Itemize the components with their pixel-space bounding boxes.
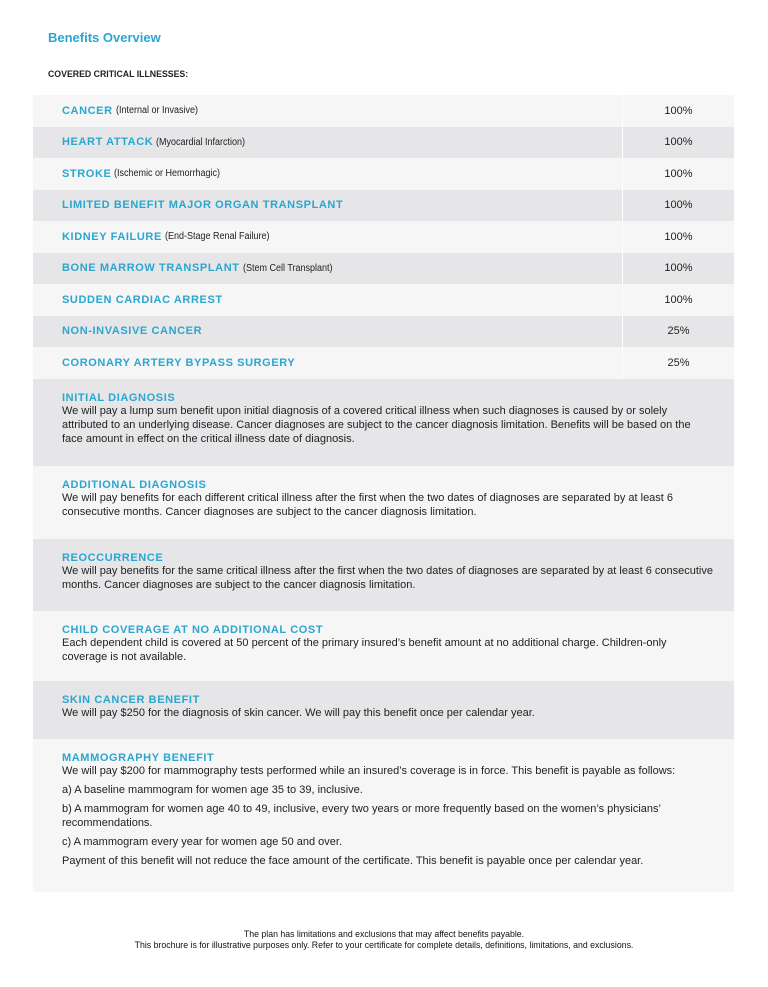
illness-detail: (Myocardial Infarction) xyxy=(156,136,246,148)
benefit-title: INITIAL DIAGNOSIS xyxy=(62,392,176,404)
illness-name: HEART ATTACK xyxy=(62,136,154,149)
benefit-title: CHILD COVERAGE AT NO ADDITIONAL COST xyxy=(62,624,324,636)
illness-percent: 100% xyxy=(664,230,693,243)
benefit-initial-diagnosis xyxy=(33,379,734,466)
table-row xyxy=(33,316,734,348)
benefit-text: We will pay benefits for the same critical illness after the first when the two dates of diagnoses are separated by at least 6 consecutive months. Cancer diagnoses are subject to the cancer diagnosis limitation. xyxy=(62,565,713,591)
illness-percent: 25% xyxy=(667,325,690,338)
illness-name: SUDDEN CARDIAC ARREST xyxy=(62,293,223,306)
illness-name: NON-INVASIVE CANCER xyxy=(62,325,203,338)
table-row xyxy=(33,127,734,159)
benefit-title: MAMMOGRAPHY BENEFIT xyxy=(62,752,215,764)
benefit-text: We will pay a lump sum benefit upon initial diagnosis of a covered critical illness when such diagnoses is caused by or solely attributed to an underlying disease. Cancer diagnoses are subject to the cancer diagnosis limitation. Benefits will be based on the face amount in effect on the critical illness date of diagnosis. xyxy=(62,405,691,445)
illness-percent: 100% xyxy=(664,167,693,180)
table-row xyxy=(33,347,734,379)
benefit-text: We will pay $250 for the diagnosis of skin cancer. We will pay this benefit once per calendar year. xyxy=(62,707,535,719)
section-label: COVERED CRITICAL ILLNESSES: xyxy=(48,69,189,80)
table-row xyxy=(33,190,734,222)
footer-line: This brochure is for illustrative purposes only. Refer to your certificate for complete details, definitions, limitations, and exclusions. xyxy=(134,940,634,951)
benefit-title: ADDITIONAL DIAGNOSIS xyxy=(62,479,207,491)
illness-name: KIDNEY FAILURE xyxy=(62,230,162,243)
illness-detail: (Ischemic or Hemorrhagic) xyxy=(114,168,221,180)
illness-percent: 100% xyxy=(664,136,693,149)
illness-name: BONE MARROW TRANSPLANT xyxy=(62,262,240,275)
illness-name: STROKE xyxy=(62,167,112,180)
benefit-text: Each dependent child is covered at 50 percent of the primary insured’s benefit amount at no additional charge. Children-only coverage is not available. xyxy=(62,637,667,663)
illness-name: LIMITED BENEFIT MAJOR ORGAN TRANSPLANT xyxy=(62,199,344,212)
illness-detail: (Stem Cell Transplant) xyxy=(242,262,333,274)
illness-percent: 100% xyxy=(664,199,693,212)
illness-detail: (End-Stage Renal Failure) xyxy=(164,231,270,243)
footer xyxy=(0,929,768,951)
benefit-text: b) A mammogram for women age 40 to 49, inclusive, every two years or more frequently based on the women’s physicians’ recommendations. xyxy=(62,803,661,829)
table-row xyxy=(33,158,734,190)
benefit-text: a) A baseline mammogram for women age 35 to 39, inclusive. xyxy=(62,784,363,796)
benefit-child-coverage xyxy=(33,611,734,681)
illness-percent: 100% xyxy=(664,104,693,117)
benefit-skin-cancer xyxy=(33,681,734,739)
benefit-additional-diagnosis xyxy=(33,466,734,539)
benefit-title: SKIN CANCER BENEFIT xyxy=(62,694,200,706)
illness-name: CORONARY ARTERY BYPASS SURGERY xyxy=(62,356,296,369)
benefit-text: We will pay $200 for mammography tests performed while an insured’s coverage is in force. This benefit is payable as follows: xyxy=(62,765,676,777)
footer-line: The plan has limitations and exclusions that may affect benefits payable. xyxy=(243,929,525,940)
illness-table xyxy=(33,95,734,379)
benefit-reoccurrence xyxy=(33,539,734,611)
benefit-text: c) A mammogram every year for women age 50 and over. xyxy=(62,836,343,848)
page-title: Benefits Overview xyxy=(48,30,161,45)
table-row xyxy=(33,284,734,316)
illness-percent: 100% xyxy=(664,293,693,306)
benefit-text: We will pay benefits for each different critical illness after the first when the two dates of diagnoses are separated by at least 6 consecutive months. Cancer diagnoses are subject to the cancer diagnosis limitation. xyxy=(62,492,674,518)
illness-detail: (Internal or Invasive) xyxy=(115,105,198,117)
benefit-title: REOCCURRENCE xyxy=(62,552,164,564)
table-row xyxy=(33,221,734,253)
illness-percent: 25% xyxy=(667,356,690,369)
benefits-list xyxy=(33,379,734,892)
benefit-mammography xyxy=(33,739,734,892)
illness-percent: 100% xyxy=(664,262,693,275)
table-row xyxy=(33,253,734,285)
benefit-text: Payment of this benefit will not reduce the face amount of the certificate. This benefit is payable once per calendar year. xyxy=(62,855,644,867)
illness-name: CANCER xyxy=(62,104,113,117)
table-row xyxy=(33,95,734,127)
